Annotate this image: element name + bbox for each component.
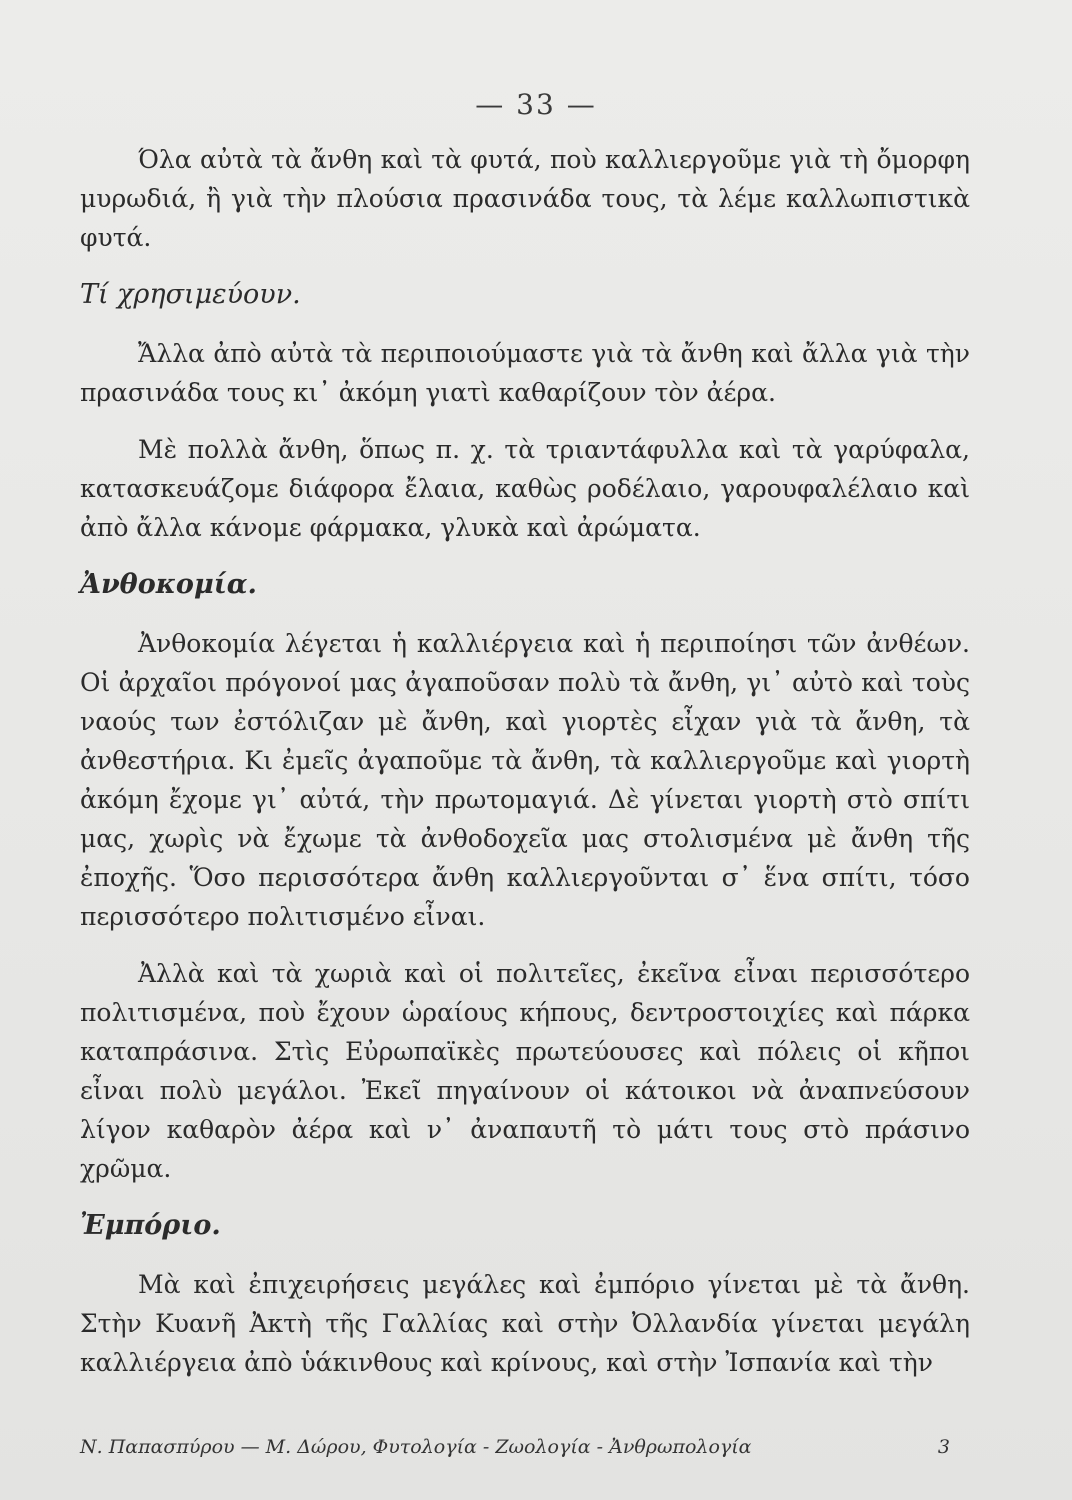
page-number: — 33 — <box>475 88 597 121</box>
paragraph-floriculture-2: Ἀλλὰ καὶ τὰ χωριὰ καὶ οἱ πολιτεῖες, ἐκεῖνα εἶναι περισσότερο πολιτισμένα, ποὺ ἔχουν ὡραίους κήπους, δεντροστοιχίες καὶ πάρκα καταπράσινα. Στὶς Εὐρωπαϊκὲς πρωτεύουσες καὶ πόλεις οἱ κῆποι εἶναι πολὺ μεγάλοι. Ἐκεῖ πηγαίνουν οἱ κάτοικοι νὰ ἀναπνεύσουν λίγον καθαρὸν ἀέρα καὶ ν᾿ ἀναπαυτῆ τὸ μάτι τους στὸ πράσινο χρῶμα. <box>80 959 970 1183</box>
heading-floriculture: Ἀνθοκομία. <box>80 569 257 600</box>
paragraph-ornamental-plants: Όλα αὐτὰ τὰ ἄνθη καὶ τὰ φυτά, ποὺ καλλιεργοῦμε γιὰ τὴ ὄμορφη μυρωδιά, ἢ γιὰ τὴν πλούσια πρασινάδα τους, τὰ λέμε καλλωπιστικὰ φυτά. <box>80 145 970 252</box>
heading-uses: Τί χρησιμεύουν. <box>80 279 301 310</box>
paragraph-uses-1: Ἄλλα ἀπὸ αὐτὰ τὰ περιποιούμαστε γιὰ τὰ ἄνθη καὶ ἄλλα γιὰ τὴν πρασινάδα τους κι᾿ ἀκόμη γιατὶ καθαρίζουν τὸν ἀέρα. <box>80 339 970 407</box>
signature-mark: 3 <box>937 1436 950 1458</box>
footer-citation: Ν. Παπασπύρου — Μ. Δώρου, Φυτολογία - Ζωολογία - Ἀνθρωπολογία <box>80 1436 752 1458</box>
page-body <box>80 140 970 1400</box>
paragraph-uses-2: Μὲ πολλὰ ἄνθη, ὅπως π. χ. τὰ τριαντάφυλλα καὶ τὰ γαρύφαλα, κατασκευάζομε διάφορα ἔλαια, καθὼς ροδέλαιο, γαρουφαλέλαιο καὶ ἀπὸ ἄλλα κάνομε φάρμακα, γλυκὰ καὶ ἀρώματα. <box>80 435 970 542</box>
paragraph-floriculture-1: Ἀνθοκομία λέγεται ἡ καλλιέργεια καὶ ἡ περιποίησι τῶν ἀνθέων. Οἱ ἀρχαῖοι πρόγονοί μας ἀγαποῦσαν πολὺ τὰ ἄνθη, γι᾿ αὐτὸ καὶ τοὺς ναούς των ἐστόλιζαν μὲ ἄνθη, καὶ γιορτὲς εἶχαν γιὰ τὰ ἄνθη, τὰ ἀνθεστήρια. Κι ἐμεῖς ἀγαποῦμε τὰ ἄνθη, τὰ καλλιεργοῦμε καὶ γιορτὴ ἀκόμη ἔχομε γι᾿ αὐτά, τὴν πρωτομαγιά. Δὲ γίνεται γιορτὴ στὸ σπίτι μας, χωρὶς νὰ ἔχωμε τὰ ἀνθοδοχεῖα μας στολισμένα μὲ ἄνθη τῆς ἐποχῆς. Ὅσο περισσότερα ἄνθη καλλιεργοῦνται σ᾿ ἕνα σπίτι, τόσο περισσότερο πολιτισμένο εἶναι. <box>80 629 970 931</box>
page-footer <box>80 1436 970 1458</box>
paragraph-commerce: Μὰ καὶ ἐπιχειρήσεις μεγάλες καὶ ἐμπόριο γίνεται μὲ τὰ ἄνθη. Στὴν Κυανῆ Ἀκτὴ τῆς Γαλλίας καὶ στὴν Ὀλλανδία γίνεται μεγάλη καλλιέργεια ἀπὸ ὑάκινθους καὶ κρίνους, καὶ στὴν Ἰσπανία καὶ τὴν <box>80 1270 970 1377</box>
heading-commerce: Ἐμπόριο. <box>80 1210 221 1241</box>
